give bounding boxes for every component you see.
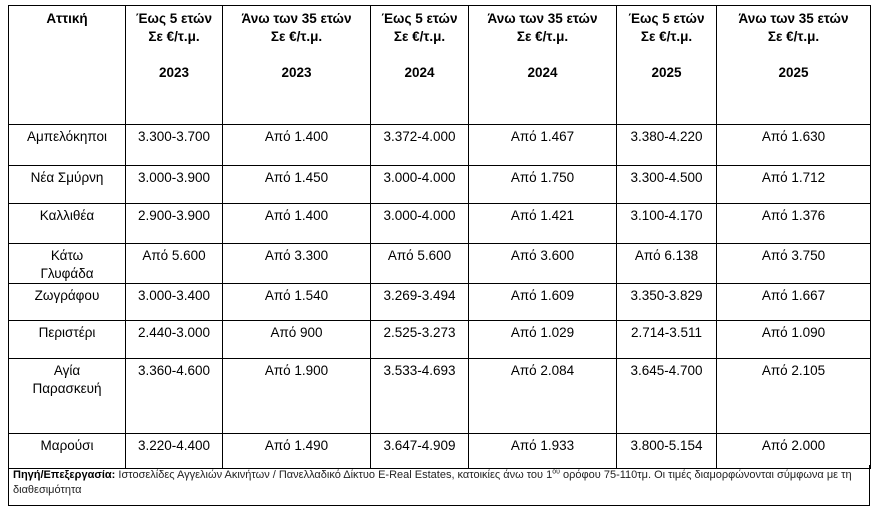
table-cell: Από 900: [223, 321, 371, 359]
table-cell: 3.300-3.700: [126, 125, 223, 166]
table-cell: 3.269-3.494: [371, 284, 469, 321]
header-col-3: [371, 6, 469, 125]
header-col-2-age: Άνω των 35 ετών: [241, 11, 352, 26]
header-row: [9, 6, 871, 125]
table-cell: 2.900-3.900: [126, 204, 223, 244]
table-cell: Από 1.667: [717, 284, 871, 321]
table-cell: 3.372-4.000: [371, 125, 469, 166]
table-cell: Από 2.000: [717, 434, 871, 469]
table-cell: Από 1.609: [469, 284, 617, 321]
header-col-2-unit: Σε €/τ.μ.: [270, 29, 323, 44]
area-line: Παρασκευή: [32, 381, 102, 396]
header-col-6: [717, 6, 871, 125]
table-cell: Από 2.084: [469, 359, 617, 434]
price-table: [8, 5, 871, 469]
table-cell: Από 6.138: [617, 244, 717, 284]
table-cell: 3.647-4.909: [371, 434, 469, 469]
table-cell: Από 1.450: [223, 166, 371, 204]
header-col-2-year: 2023: [281, 65, 312, 80]
area-cell: Αμπελόκηποι: [9, 125, 126, 166]
header-col-1: [126, 6, 223, 125]
table-cell: Από 1.400: [223, 204, 371, 244]
header-col-5-year: 2025: [651, 65, 682, 80]
table-cell: Από 1.712: [717, 166, 871, 204]
table-cell: 3.000-3.400: [126, 284, 223, 321]
area-cell: Καλλιθέα: [9, 204, 126, 244]
area-cell: Νέα Σμύρνη: [9, 166, 126, 204]
table-row: [9, 321, 871, 359]
table-cell: Από 1.421: [469, 204, 617, 244]
table-cell: 3.300-4.500: [617, 166, 717, 204]
table-row: [9, 166, 871, 204]
table-cell: 3.380-4.220: [617, 125, 717, 166]
header-col-4-year: 2024: [527, 65, 558, 80]
header-col-1-age: Έως 5 ετών: [136, 11, 212, 26]
header-col-4-age: Άνω των 35 ετών: [487, 11, 598, 26]
area-cell: Ζωγράφου: [9, 284, 126, 321]
source-label: Πηγή/Επεξεργασία:: [13, 469, 116, 481]
source-ordinal-suffix: ου: [552, 468, 560, 476]
table-cell: 2.714-3.511: [617, 321, 717, 359]
table-row: [9, 204, 871, 244]
area-cell: [9, 244, 126, 284]
table-cell: 3.100-4.170: [617, 204, 717, 244]
header-region: Αττική: [9, 6, 126, 125]
table-row: [9, 244, 871, 284]
table-cell: Από 1.400: [223, 125, 371, 166]
header-col-4: [469, 6, 617, 125]
area-line: Γλυφάδα: [40, 266, 94, 281]
header-col-3-age: Έως 5 ετών: [381, 11, 458, 26]
table-cell: 3.000-3.900: [126, 166, 223, 204]
header-col-3-unit: Σε €/τ.μ.: [393, 29, 446, 44]
table-cell: Από 2.105: [717, 359, 871, 434]
header-col-6-unit: Σε €/τ.μ.: [767, 29, 820, 44]
table-cell: 2.525-3.273: [371, 321, 469, 359]
header-col-6-age: Άνω των 35 ετών: [738, 11, 849, 26]
table-cell: 2.440-3.000: [126, 321, 223, 359]
table-cell: 3.350-3.829: [617, 284, 717, 321]
table-cell: Από 1.540: [223, 284, 371, 321]
table-cell: 3.533-4.693: [371, 359, 469, 434]
area-cell: [9, 359, 126, 434]
table-row: [9, 284, 871, 321]
table-cell: 3.360-4.600: [126, 359, 223, 434]
source-note: [8, 465, 870, 506]
table-cell: Από 3.600: [469, 244, 617, 284]
header-col-4-unit: Σε €/τ.μ.: [516, 29, 569, 44]
header-col-2: [223, 6, 371, 125]
table-cell: Από 3.300: [223, 244, 371, 284]
header-col-3-year: 2024: [404, 65, 435, 80]
table-cell: 3.000-4.000: [371, 204, 469, 244]
header-col-5: [617, 6, 717, 125]
source-text-rest: ορόφου 75-110τμ. Οι τιμές διαμορφώνονται σύμφωνα με τη διαθεσιμότητα: [13, 469, 852, 496]
table-cell: Από 1.933: [469, 434, 617, 469]
table-cell: Από 5.600: [371, 244, 469, 284]
header-col-1-unit: Σε €/τ.μ.: [148, 29, 200, 44]
table-cell: Από 1.376: [717, 204, 871, 244]
table-cell: Από 1.467: [469, 125, 617, 166]
table-row: [9, 434, 871, 469]
table-cell: Από 1.900: [223, 359, 371, 434]
table-cell: Από 1.630: [717, 125, 871, 166]
area-line: Αγία: [53, 363, 81, 378]
table-row: [9, 359, 871, 434]
header-col-1-year: 2023: [158, 65, 190, 80]
table-cell: 3.220-4.400: [126, 434, 223, 469]
table-row: [9, 125, 871, 166]
header-col-6-year: 2025: [778, 65, 809, 80]
header-col-5-unit: Σε €/τ.μ.: [640, 29, 693, 44]
table-cell: Από 5.600: [126, 244, 223, 284]
table-cell: 3.645-4.700: [617, 359, 717, 434]
table-cell: 3.000-4.000: [371, 166, 469, 204]
table-cell: Από 1.490: [223, 434, 371, 469]
source-text: Ιστοσελίδες Αγγελιών Ακινήτων / Πανελλαδικό Δίκτυο E-Real Estates, κατοικίες άνω του 1: [118, 469, 553, 481]
table-cell: Από 1.750: [469, 166, 617, 204]
area-cell: Περιστέρι: [9, 321, 126, 359]
table-cell: 3.800-5.154: [617, 434, 717, 469]
table-cell: Από 1.090: [717, 321, 871, 359]
table-cell: Από 1.029: [469, 321, 617, 359]
area-cell: Μαρούσι: [9, 434, 126, 469]
area-line: Κάτω: [50, 248, 84, 263]
header-col-5-age: Έως 5 ετών: [628, 11, 705, 26]
table-cell: Από 3.750: [717, 244, 871, 284]
